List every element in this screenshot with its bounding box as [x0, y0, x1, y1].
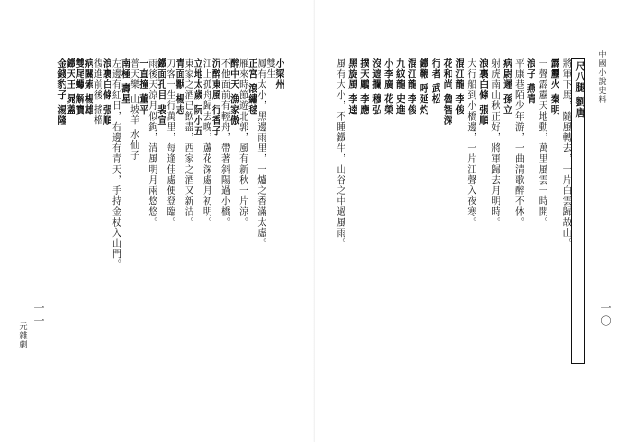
- character-heading-column: 尺八腿 劉唐: [571, 58, 585, 364]
- verse-column: 平康巷陌少年游，一曲清歌醉不休。: [512, 58, 524, 228]
- verse-column: 左邊有紅日，右邊有青天，手持金杖入山門。: [109, 58, 121, 270]
- character-heading-column: 浪裏白條 張順: [476, 58, 488, 126]
- right-page: [315, 0, 630, 442]
- character-heading-column: 浪子 燕青: [524, 58, 536, 105]
- verse-column: 刀客一生行萬里，每逢佳處便登臨。: [164, 58, 175, 228]
- character-heading-column: 行者 武松: [429, 58, 441, 105]
- verse-column: 一聲霹靂天地動，萬里風雲一時開。: [536, 58, 548, 228]
- character-heading-column: 正宮 滾繡毬: [245, 58, 257, 116]
- verse-column: 復進前後 搖櫓: [91, 58, 103, 126]
- verse-column: 普天樂 山坡羊 水仙子: [127, 58, 139, 161]
- verse-column: 雙生: [263, 58, 275, 80]
- character-heading-column: 鐵天王 晁蓋: [64, 58, 76, 116]
- page-number: 一〇: [599, 302, 612, 328]
- page-number: 一一: [32, 302, 45, 328]
- verse-column: 大行船到小橋邊，一片江聲入夜寒。: [464, 58, 476, 228]
- character-heading-column: 一直撞 董平: [136, 58, 148, 116]
- verse-column: 雨後天涼月似鉤，清風明月兩悠悠。: [145, 58, 157, 228]
- character-heading-column: 病尉遲 孫立: [500, 58, 512, 116]
- character-heading-column: 浪裏白條 張順: [100, 58, 112, 126]
- verse-column: 雁來時節遊北郭，風有新秋一片涼。: [236, 58, 248, 228]
- character-heading-column: 花和尚 魯智深: [441, 58, 453, 126]
- verse-column: 江上孤舟歸去晚，蘆花深處月初明。: [200, 58, 212, 228]
- character-heading-column: 九紋龍 史進: [393, 58, 405, 116]
- verse-column: 風有大小，不睡鐵牛，山谷之中過風雨。: [334, 58, 345, 249]
- verse-column: 射虎南山秋正好，將軍歸去月明時。: [488, 58, 500, 228]
- character-heading-column: 南極 壽星: [118, 58, 130, 105]
- character-heading-column: 沒遮攔 穆弘: [369, 58, 381, 116]
- character-heading-column: 混江龍 李俊: [405, 58, 417, 116]
- page-runner-title: 中國小說史料: [598, 50, 607, 104]
- character-heading-column: 病關索 楊雄: [82, 58, 94, 116]
- character-heading-column: 鐵面孔目 裴宣: [154, 58, 166, 126]
- character-heading-column: 金錢豹子 湯隆: [55, 58, 66, 126]
- character-heading-column: 立地太歲 阮小五: [191, 58, 203, 137]
- character-heading-column: 鐵鞭 呼延灼: [417, 58, 429, 116]
- verse-column: 不他面前有輕舟，帶著斜陽過小橋。: [218, 58, 230, 228]
- character-heading-column: 雙尾蠍 解寶: [73, 58, 85, 116]
- character-heading-column: 小梁州: [273, 58, 284, 90]
- character-heading-column: 醉中天 漁家傲: [227, 58, 239, 126]
- character-heading-column: 青面獸 楊志: [173, 58, 185, 116]
- character-heading-column: 黑旋風 李逵: [345, 58, 357, 116]
- character-heading-column: 撲天鵰 李應: [357, 58, 369, 116]
- character-heading-column: 混江龍 李俊: [453, 58, 464, 116]
- character-heading-column: 小李廣 花榮: [381, 58, 393, 116]
- verse-column: 東家之酒已飲盡，西家之酒又新沽。: [182, 58, 194, 228]
- character-heading-column: 沉醉東風 行香子: [209, 58, 221, 137]
- character-heading-column: 霹靂火 秦明: [548, 58, 560, 116]
- page-runner-title: 元雜劇: [19, 322, 28, 349]
- verse-column: 鳳有太小，黑邊雨里，一爐之香滿太虛。: [254, 58, 266, 249]
- verse-column: 將軍下馬，隨風轉去，一片白雲歸故山。: [560, 58, 572, 249]
